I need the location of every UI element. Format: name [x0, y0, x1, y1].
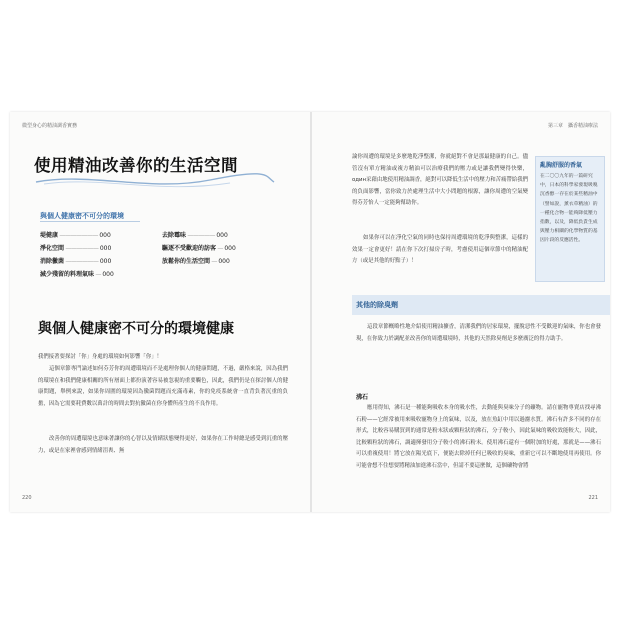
deodorizer-intro: 這段章節概略性地介紹使用精油擴香，清潔我們的居家環境，擺脫惡性不受歡迎的氣味，你也會發現，在你致力於調配並改善你的周遭環境時，其他的天然除臭劑是多麼廣泛的得力助手。	[356, 324, 601, 342]
toc-item: 去除霉味 ————— 000	[162, 232, 228, 239]
toc-item: 堤健康 ——————— 000	[40, 232, 111, 239]
section-heading: 與個人健康密不可分的環境健康	[38, 321, 234, 337]
right-page-number: 221	[588, 495, 598, 501]
zeolite-body: 應用得知，沸石是一種能夠吸收本身的吸水性，去動能與臭味分子的礦物。請在寵物專賣店找尋沸石粉——它經常被用來吸收寵物身上的氣味，以及，放在魚缸中用以過濾水質。沸石有許多不同的存在形式，比較容易購買到的通常是粉末狀或顆粒狀的沸石，分子較小，因此氣味的吸收效能較大，因此，比較顆粒狀的沸石，調適揮發用分子較小的沸石粉末。使用沸石還有一個附加的好處，那就是——沸石可以重複使用！將它放在陽光底下，便能去除掉任何已吸收的臭味，重新它可以不斷地使用再使用。你可能會想不住想要將精油加進沸石當中，但請不要這麼做，這個礦物會將	[356, 405, 601, 469]
toc-heading: 與個人健康密不可分的環境	[40, 212, 124, 220]
book-spread	[10, 112, 610, 512]
sidebar-title: 亂胸舒服的香氣	[540, 162, 583, 169]
left-running-header: 微型身心的精油調香實務	[22, 123, 78, 129]
chapter-title: 使用精油改善你的生活空間	[34, 156, 238, 175]
toc-item: 淨化空間 —————— 000	[40, 245, 112, 252]
deodorizer-heading: 其他的除臭劑	[356, 301, 398, 309]
toc-underline	[40, 221, 140, 222]
toc-item: 消除黴菌 —————— 000	[40, 258, 112, 265]
left-body-paragraph: 改善你的周遭環境也意味著讓你的心智以及情緒狀態變得更好，如果你在工作時總是感受到沉重的壓力，或是在家裡會感到情緒沮喪、無	[38, 436, 288, 454]
left-page-number: 220	[22, 495, 32, 501]
right-body-paragraph: 論你周遭的環境是多麼地乾淨整潔，你就絕對不會是那最健康的自己。儘管沒有單方精油或複方精油可以治療我們的壓力或是讓我們變得快樂，один采藉由地使用精油調香，絕對可以降低生活中的壓力和苦痛帶給我們的負面影響，當你致力於處理生活中大小問題的根源，讓你周遭的空氣變得芬芳怡人一定能夠幫助你。	[352, 154, 528, 206]
zeolite-subheading: 沸石	[356, 394, 369, 401]
toc-item: 減少殘留的料理氣味 — 000	[40, 271, 114, 278]
right-body-paragraph: 如果你可以在淨化空氣的同時也保持周遭環境的乾淨與整潔，這樣的效果一定會更好！請在你下次打掃房子時，考慮使用這個章節中的精油配方（或是其他的好點子）！	[352, 235, 528, 264]
decorative-swirl-icon	[30, 170, 280, 194]
toc-item: 驅逐不受歡迎的訪客 — 000	[162, 245, 236, 252]
left-body-paragraph: 我們接著要探討「你」身處的環境如何影響「你」！	[38, 354, 162, 360]
book-gutter	[310, 112, 312, 512]
toc-item: 放鬆你的生活空間 — 000	[162, 258, 230, 265]
left-body-paragraph: 這個章節專門論述如何芬芳你的周遭環境而不是處理你個人的健康問題，不過，嚴格來說，因為我們的環境在和我們健康相關的所有層面上都扮演著容易被忽視的重要觸色，因此，我們仍是在探討個人的健康問題，舉例來說，如果你周圍的環境因為黴菌問題而充滿毒素，你的免疫系統會一直背負著沉重的負擔，因為它需要耗費數以萬計的時間去對抗黴菌在你身體所產生的不良作用。	[38, 366, 288, 407]
right-running-header: 第三章 攝香精油療法	[547, 123, 598, 129]
sidebar-note	[535, 156, 605, 282]
sidebar-text: 在二〇〇九年的一篇研究中，日本的科學家發現吸嗅沉香醇一存在於某些精油中（譬如說，薰衣草精油）的一種化合物一能夠降低壓力指數，以及，降低負責生成與壓力相關的化學物質的基因片段的反應活性。	[540, 174, 598, 244]
